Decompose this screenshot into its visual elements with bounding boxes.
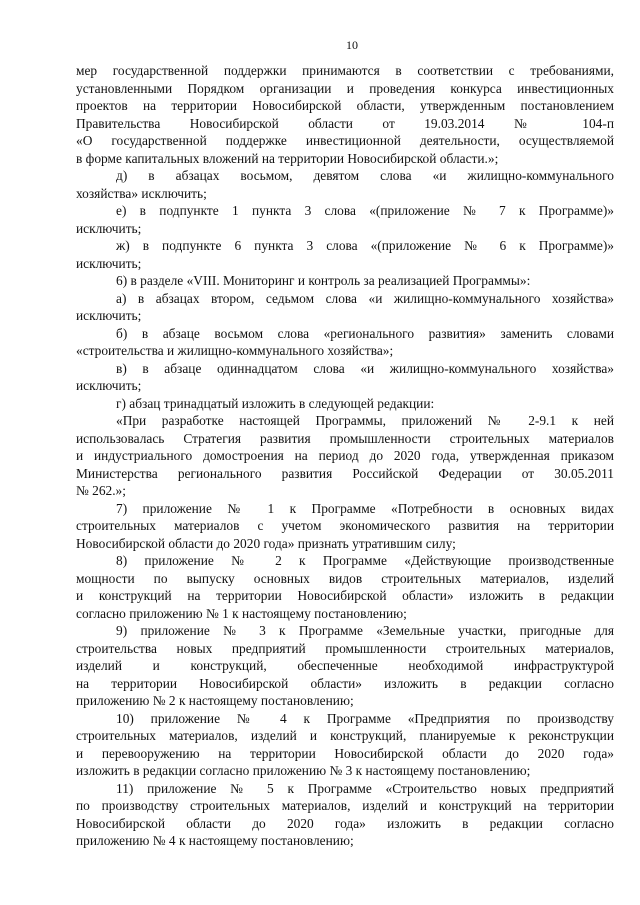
text-line: в) в абзаце одиннадцатом слова «и жилищно-коммунального хозяйства»: [116, 360, 614, 376]
page-number: 10: [346, 38, 358, 52]
text-line: исключить;: [76, 255, 142, 271]
text-line: Новосибирской области до 2020 года» признать утратившим силу;: [76, 535, 456, 551]
text-line: приложению № 2 к настоящему постановлению;: [76, 693, 354, 708]
text-line: строительных материалов с учетом экономического развития на территории: [76, 518, 614, 533]
text-line: мер государственной поддержки принимаются в соответствии с требованиями,: [76, 63, 614, 78]
text-line: а) в абзацах втором, седьмом слова «и жилищно-коммунального хозяйства»: [116, 290, 614, 306]
text-line: исключить;: [76, 308, 142, 323]
text-line: установленными Порядком организации и проведения конкурса инвестиционных: [76, 80, 614, 96]
text-line: д) в абзацах восьмом, девятом слова «и жилищно-коммунального: [116, 168, 614, 183]
text-line: в форме капитальных вложений на территории Новосибирской области.»;: [76, 150, 499, 166]
text-line: Министерства регионального развития Российской Федерации от 30.05.2011: [76, 465, 614, 481]
text-line: строительства новых предприятий промышленности строительных материалов,: [76, 640, 614, 656]
text-line: Правительства Новосибирской области от 19.03.2014 № 104-п: [76, 115, 614, 131]
text-line: «строительства и жилищно-коммунального хозяйства»;: [76, 343, 394, 358]
text-line: 7) приложение № 1 к Программе «Потребности в основных видах: [116, 500, 614, 516]
text-line: г) абзац тринадцатый изложить в следующей редакции:: [116, 395, 435, 411]
text-line: 11) приложение № 5 к Программе «Строительство новых предприятий: [116, 780, 614, 796]
text-line: Новосибирской области до 2020 года» изложить в редакции согласно: [76, 815, 614, 831]
text-line: ж) в подпункте 6 пункта 3 слова «(приложение № 6 к Программе)»: [116, 238, 614, 253]
text-line: по производству строительных материалов, изделий и конструкций на территории: [76, 798, 614, 813]
text-line: «При разработке настоящей Программы, приложений № 2-9.1 к ней: [116, 413, 614, 428]
text-line: 9) приложение № 3 к Программе «Земельные участки, пригодные для: [116, 623, 614, 638]
text-line: исключить;: [76, 220, 142, 236]
text-line: мощности по выпуску основных видов строительных материалов, изделий: [76, 570, 614, 586]
text-line: «О государственной поддержке инвестиционной деятельности, осуществляемой: [76, 133, 614, 148]
text-line: проектов на территории Новосибирской области, утвержденным постановлением: [76, 98, 614, 113]
text-line: и индустриального домостроения на период до 2020 года, утвержденная приказом: [76, 448, 614, 463]
text-line: и конструкций на территории Новосибирской области» изложить в редакции: [76, 588, 614, 603]
text-line: 10) приложение № 4 к Программе «Предприятия по производству: [116, 710, 614, 726]
document-body: [76, 62, 614, 850]
text-line: и перевооружению на территории Новосибирской области до 2020 года»: [76, 745, 614, 761]
text-line: е) в подпункте 1 пункта 3 слова «(приложение № 7 к Программе)»: [116, 203, 614, 218]
text-line: исключить;: [76, 378, 142, 393]
text-line: 8) приложение № 2 к Программе «Действующие производственные: [116, 553, 614, 568]
text-line: б) в абзаце восьмом слова «регионального развития» заменить словами: [116, 325, 614, 341]
text-line: хозяйства» исключить;: [76, 185, 207, 201]
text-line: строительных материалов, изделий и конструкций, планируемые к реконструкции: [76, 728, 614, 743]
text-line: приложению № 4 к настоящему постановлению;: [76, 833, 354, 848]
text-line: изложить в редакции согласно приложению № 3 к настоящему постановлению;: [76, 763, 531, 778]
text-line: на территории Новосибирской области» изложить в редакции согласно: [76, 675, 614, 691]
text-line: № 262.»;: [76, 483, 126, 498]
text-line: согласно приложению № 1 к настоящему постановлению;: [76, 605, 407, 621]
text-line: 6) в разделе «VIII. Мониторинг и контроль за реализацией Программы»:: [116, 273, 531, 288]
text-line: использовалась Стратегия развития промышленности строительных материалов: [76, 430, 614, 446]
text-line: изделий и конструкций, обеспеченные необходимой инфраструктурой: [76, 658, 614, 673]
